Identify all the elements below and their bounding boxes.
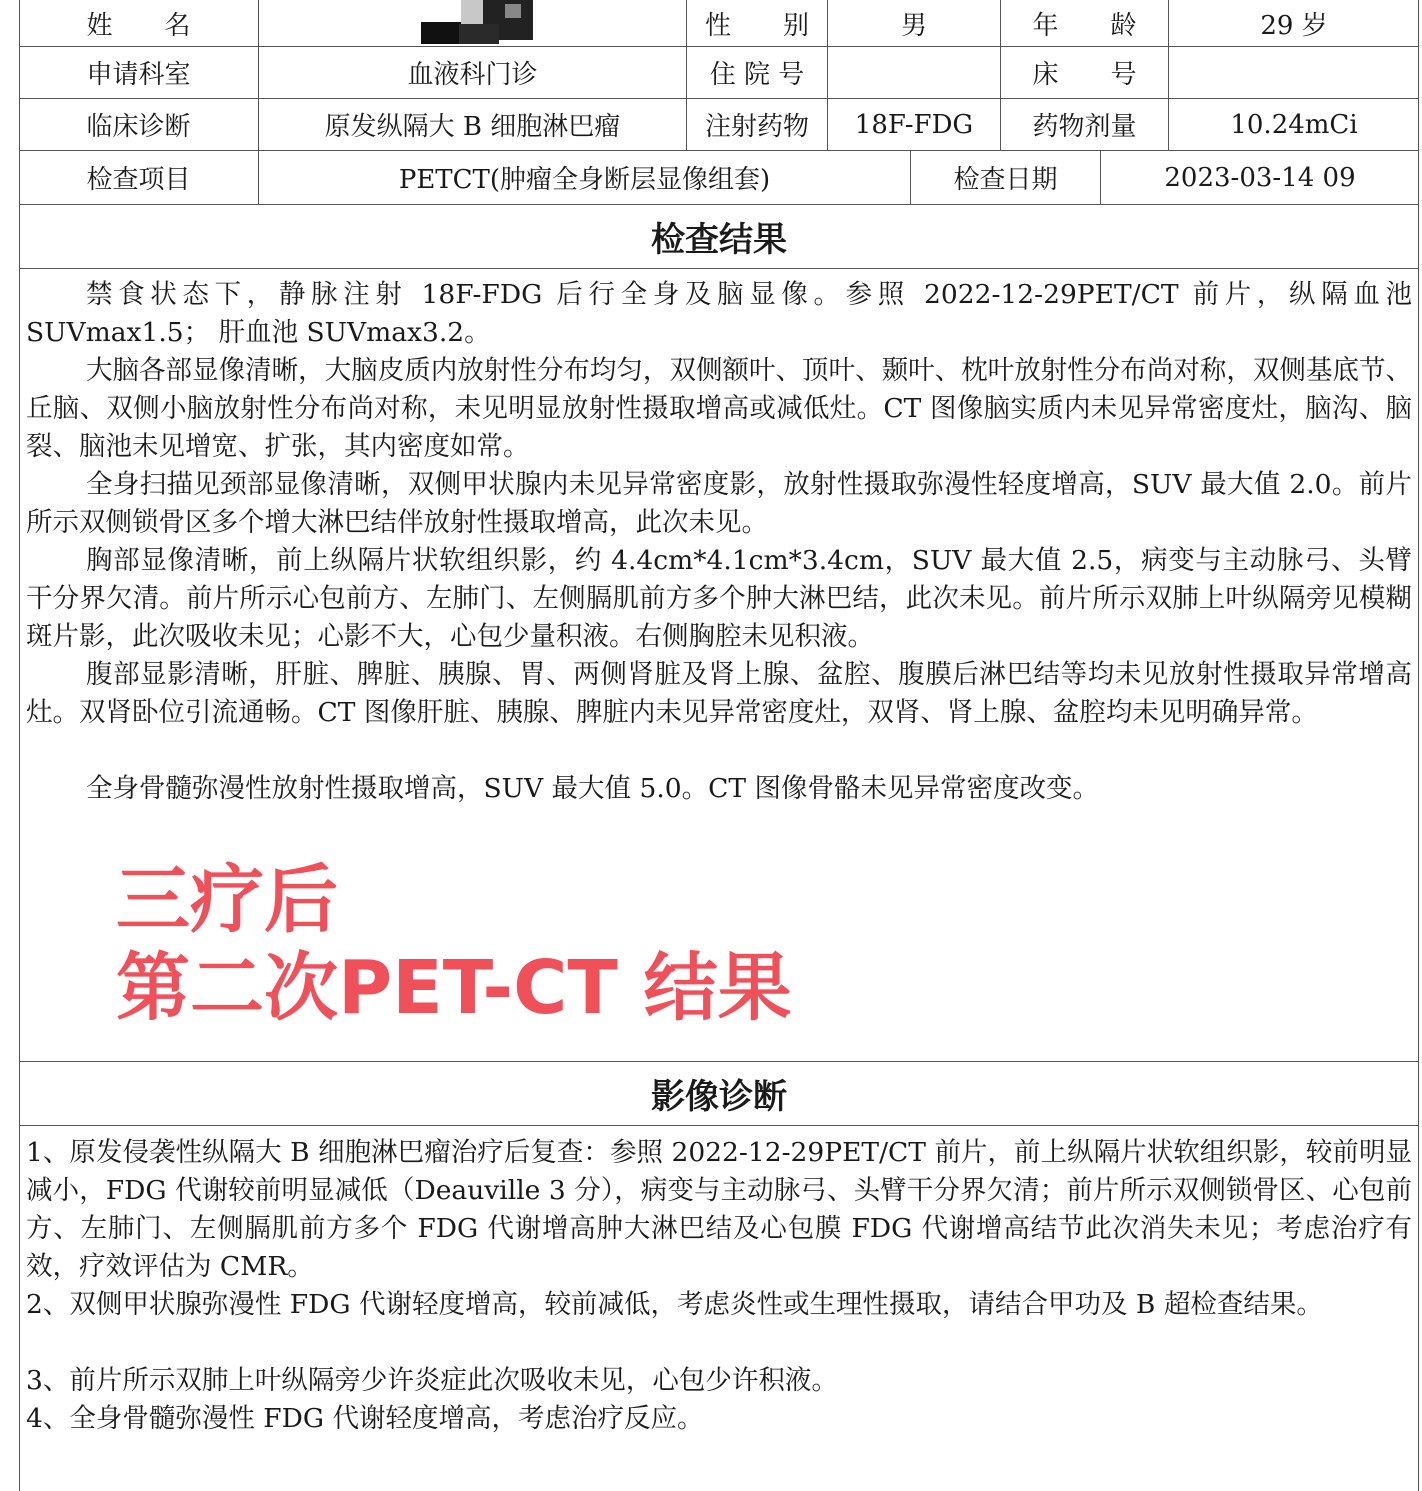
- inpatient-label: 住 院 号: [687, 47, 828, 98]
- date-value: 2023-03-14 09: [1164, 162, 1356, 193]
- results-paragraph-1: 禁食状态下，静脉注射 18F-FDG 后行全身及脑显像。参照 2022-12-29PET/CT 前片，纵隔血池 SUVmax1.5； 肝血池 SUVmax3.2。: [26, 279, 1412, 348]
- results-paragraph-2: 大脑各部显像清晰，大脑皮质内放射性分布均匀，双侧额叶、顶叶、颞叶、枕叶放射性分布尚对称，双侧基底节、丘脑、双侧小脑放射性分布尚对称，未见明显放射性摄取增高或减低灶。CT 图像脑实质内未见异常密度灶，脑沟、脑裂、脑池未见增宽、扩张，其内密度如常。: [26, 355, 1412, 462]
- dose-label: 药物剂量: [1001, 99, 1169, 150]
- date-label: 检查日期: [911, 151, 1101, 204]
- dept-label: 申请科室: [19, 47, 259, 98]
- results-paragraph-4: 胸部显像清晰，前上纵隔片状软组织影，约 4.4cm*4.1cm*3.4cm，SUV 最大值 2.5，病变与主动脉弓、头臂干分界欠清。前片所示心包前方、左肺门、左侧膈肌前方多个肿大淋巴结，此次未见。前片所示双肺上叶纵隔旁见模糊斑片影，此次吸收未见；心影不大，心包少量积液。右侧胸腔未见积液。: [26, 545, 1412, 652]
- patient-row-4: [19, 151, 1419, 205]
- inpatient-value: [828, 47, 1001, 98]
- age-value: 29 岁: [1260, 10, 1328, 41]
- bed-value: [1169, 47, 1419, 98]
- patient-row-3: [19, 99, 1419, 151]
- exam-label: 检查项目: [19, 151, 259, 204]
- results-paragraph-5: 腹部显影清晰，肝脏、脾脏、胰腺、胃、两侧肾脏及肾上腺、盆腔、腹膜后淋巴结等均未见放射性摄取异常增高灶。双肾卧位引流通畅。CT 图像肝脏、胰腺、脾脏内未见异常密度灶，双肾、肾上腺、盆腔均未见明确异常。: [26, 659, 1412, 728]
- diagnosis-label: 临床诊断: [19, 99, 259, 150]
- bed-label: 床 号: [1001, 47, 1169, 98]
- name-label: 姓 名: [19, 0, 259, 46]
- exam-value: PETCT(肿瘤全身断层显像组套): [259, 151, 911, 204]
- diagnosis-item-1: 1、原发侵袭性纵隔大 B 细胞淋巴瘤治疗后复查：参照 2022-12-29PET/CT 前片，前上纵隔片状软组织影，较前明显减小，FDG 代谢较前明显减低（Deauville 3 分），病变与主动脉弓、头臂干分界欠清；前片所示双侧锁骨区、心包前方、左肺门、左侧膈肌前方多个 FDG 代谢增高肿大淋巴结及心包膜 FDG 代谢增高结节此次消失未见；考虑治疗有效，疗效评估为 CMR。: [26, 1137, 1412, 1282]
- patient-row-2: [19, 47, 1419, 99]
- dose-value: 10.24mCi: [1230, 109, 1358, 140]
- gender-label: 性 别: [687, 0, 828, 46]
- results-title: 检查结果: [19, 205, 1419, 269]
- redacted-name: [421, 0, 533, 44]
- diagnosis-item-3: 3、前片所示双肺上叶纵隔旁少许炎症此次吸收未见，心包少许积液。: [26, 1365, 838, 1396]
- drug-label: 注射药物: [687, 99, 828, 150]
- results-paragraph-3: 全身扫描见颈部显像清晰，双侧甲状腺内未见异常密度影，放射性摄取弥漫性轻度增高，SUV 最大值 2.0。前片所示双侧锁骨区多个增大淋巴结伴放射性摄取增高，此次未见。: [26, 469, 1412, 538]
- annotation-line-2: 第二次PET-CT 结果: [116, 945, 792, 1031]
- drug-value: 18F-FDG: [828, 99, 1001, 150]
- results-divider: [19, 1040, 1419, 1062]
- results-paragraph-6: 全身骨髓弥漫性放射性摄取增高，SUV 最大值 5.0。CT 图像骨骼未见异常密度改变。: [86, 773, 1099, 804]
- age-label: 年 龄: [1001, 0, 1169, 46]
- dept-value: 血液科门诊: [259, 47, 687, 98]
- gender-value: 男: [828, 0, 1001, 46]
- name-value: [259, 0, 687, 46]
- diagnosis-value: 原发纵隔大 B 细胞淋巴瘤: [259, 99, 687, 150]
- diagnosis-item-4: 4、全身骨髓弥漫性 FDG 代谢轻度增高，考虑治疗反应。: [26, 1403, 704, 1434]
- diagnosis-title: 影像诊断: [19, 1062, 1419, 1126]
- annotation-line-1: 三疗后: [116, 857, 338, 943]
- patient-row-1: [19, 0, 1419, 47]
- diagnosis-item-2: 2、双侧甲状腺弥漫性 FDG 代谢轻度增高，较前减低，考虑炎性或生理性摄取，请结合甲功及 B 超检查结果。: [26, 1289, 1323, 1320]
